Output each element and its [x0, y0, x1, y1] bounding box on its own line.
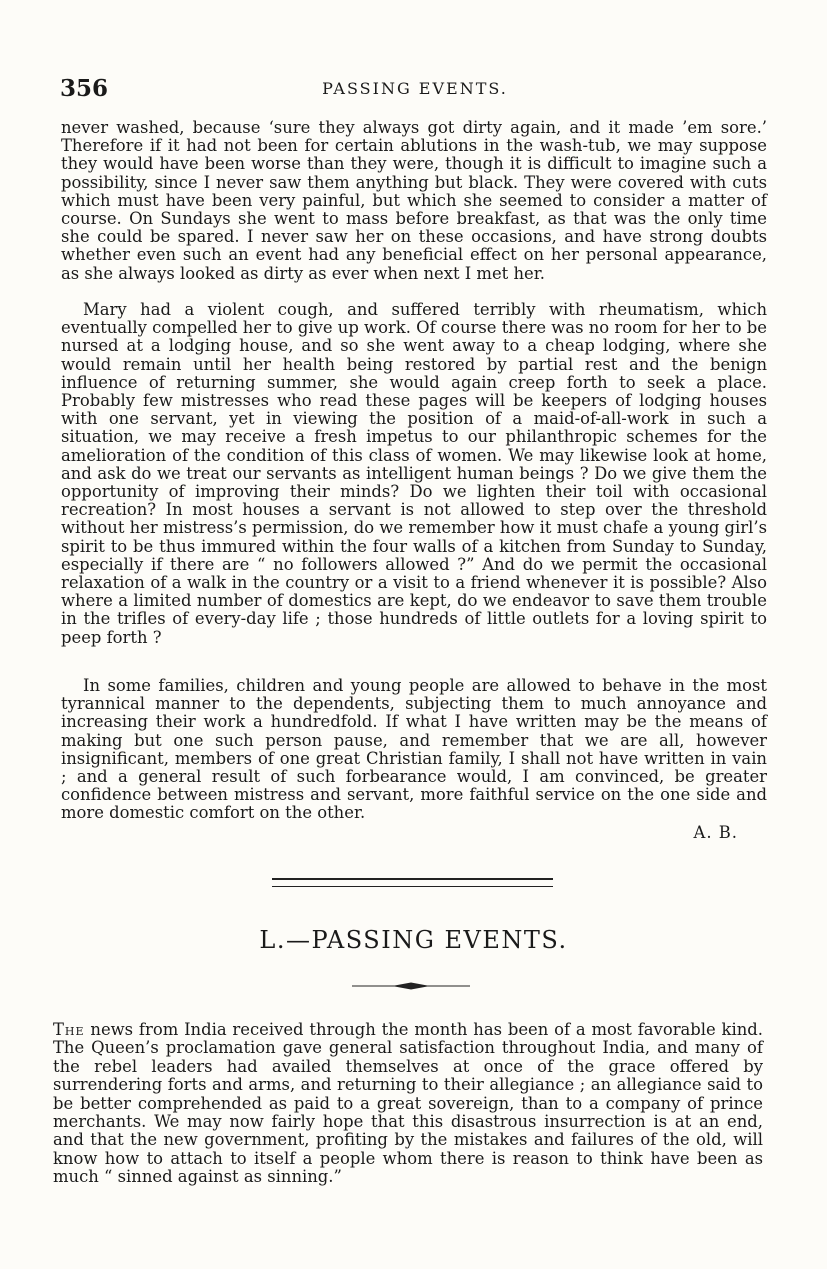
- article-paragraph-2: Mary had a violent cough, and suffered terribly with rheumatism, which eventually compelled her to give up work. Of course there was no room for her to be nursed at a lodging house, and so she went away to a cheap lodging, where she would remain until her health being restored by partial rest and the benign influence of returning summer, she would again creep forth to seek a place. Probably few mistresses who read these pages will be keepers of lodging houses with one servant, yet in viewing the position of a maid-of-all-work in such a situation, we may receive a fresh impetus to our philanthropic schemes for the amelioration of the condition of this class of women. We may likewise look at home, and ask do we treat our servants as intelligent human beings ? Do we give them the opportunity of improving their minds? Do we lighten their toil with occasional recreation? In most houses a servant is not allowed to step over the threshold without her mistress’s permission, do we remember how it must chafe a young girl’s spirit to be thus immured within the four walls of a kitchen from Sunday to Sunday, especially if there are “ no followers allowed ?” And do we permit the occasional relaxation of a walk in the country or a visit to a friend whenever it is possible? Also where a limited number of domestics are kept, do we endeavor to save them trouble in the trifles of every-day life ; those hundreds of little outlets for a loving spirit to peep forth ?: [61, 300, 767, 647]
- article-paragraph-3: In some families, children and young people are allowed to behave in the most tyrannical manner to the dependents, subjecting them to much annoyance and increasing their work a hundredfold. If what I have written may be the means of making but one such person pause, and remember that we are all, however insignificant, members of one great Christian family, I shall not have written in vain ; and a general result of such forbearance would, I am convinced, be greater confidence between mistress and servant, more faithful service on the one side and more domestic comfort on the other.: [61, 676, 767, 823]
- section-paragraph-text: news from India received through the month has been of a most favorable kind. The Queen’s proclamation gave general satisfaction throughout India, and many of the rebel leaders had availed themselves at once of the grace offered by surrendering forts and arms, and returning to their allegiance ; an allegiance said to be better comprehended as paid to a great sovereign, than to a company of prince merchants. We may now fairly hope that this disastrous insurrection is at an end, and that the new government, profiting by the mistakes and failures of the old, will know how to attach to itself a people whom there is reason to think have been as much “ sinned against as sinning.”: [53, 1020, 763, 1187]
- section-title: L.—PASSING EVENTS.: [259, 926, 568, 954]
- page-number: 356: [60, 75, 109, 102]
- article-paragraph-1: never washed, because ‘sure they always got dirty again, and it made ’em sore.’ Therefore if it had not been for certain ablutions in the wash-tub, we may suppose they would have been worse than they were, though it is difficult to imagine such a possibility, since I never saw them anything but black. They were covered with cuts which must have been very painful, but which she seemed to consider a matter of course. On Sundays she went to mass before breakfast, as that was the only time she could be spared. I never saw her on these occasions, and have strong doubts whether even such an event had any beneficial effect on her personal appearance, as she always looked as dirty as ever when next I met her.: [61, 118, 767, 283]
- lead-word: The: [53, 1020, 85, 1039]
- section-divider-rule: [272, 878, 553, 887]
- page-header: [60, 75, 770, 105]
- author-signature: A. B.: [693, 823, 738, 842]
- divider-ornament-icon: [352, 981, 470, 991]
- section-paragraph: [53, 1021, 763, 1187]
- running-head: PASSING EVENTS.: [322, 79, 508, 98]
